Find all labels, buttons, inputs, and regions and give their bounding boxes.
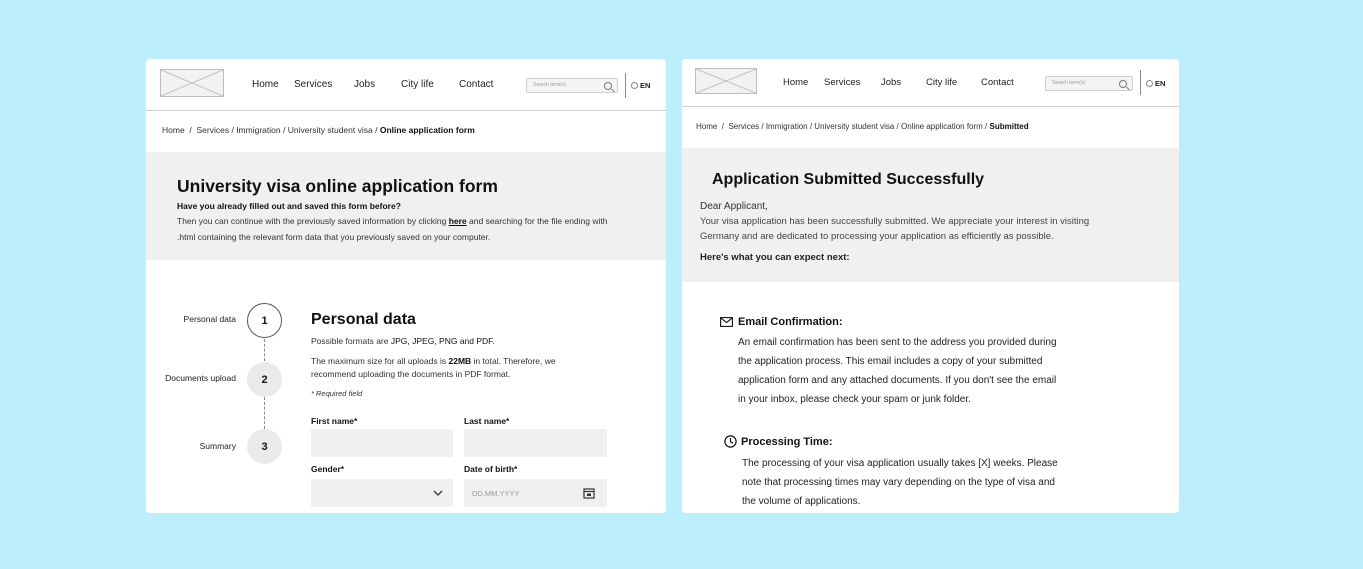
intro-line-1 bbox=[177, 216, 607, 226]
mail-icon bbox=[720, 317, 733, 327]
email-confirmation-title: Email Confirmation: bbox=[738, 316, 843, 328]
step-label-personal-data: Personal data bbox=[183, 314, 236, 324]
nav-services[interactable]: Services bbox=[294, 79, 333, 90]
breadcrumb-university-visa[interactable]: University student visa bbox=[814, 122, 895, 131]
email-line: application form and any attached documents. If you don't see the email bbox=[738, 375, 1057, 386]
nav-home[interactable]: Home bbox=[252, 79, 279, 90]
dob-placeholder: DD.MM.YYYY bbox=[472, 489, 520, 498]
maxsize-suffix: in total. Therefore, we bbox=[473, 356, 556, 366]
expect-next: Here's what you can expect next: bbox=[700, 252, 850, 263]
here-link[interactable]: here bbox=[448, 216, 467, 226]
breadcrumb-services[interactable]: Services bbox=[728, 122, 760, 131]
section-title: Personal data bbox=[311, 311, 416, 328]
site-header bbox=[682, 59, 1179, 107]
search-placeholder: Search term(s) bbox=[533, 82, 567, 88]
nav-jobs[interactable]: Jobs bbox=[354, 79, 376, 90]
step-connector bbox=[264, 339, 265, 361]
breadcrumb-current: Submitted bbox=[989, 122, 1029, 131]
nav-city-life[interactable]: City life bbox=[401, 79, 434, 90]
dob-input[interactable] bbox=[464, 479, 607, 507]
step-2-circle[interactable]: 2 bbox=[247, 362, 282, 397]
saved-form-question: Have you already filled out and saved this form before? bbox=[177, 201, 401, 211]
nav-home[interactable]: Home bbox=[783, 77, 809, 88]
logo-placeholder-icon[interactable] bbox=[160, 69, 224, 97]
header-divider bbox=[1140, 70, 1141, 95]
language-switcher[interactable] bbox=[1146, 79, 1165, 88]
breadcrumb-services[interactable]: Services bbox=[196, 125, 230, 135]
step-connector bbox=[264, 397, 265, 429]
email-line: in your inbox, please check your spam or junk folder. bbox=[738, 394, 971, 405]
required-note: * Required field bbox=[311, 389, 363, 398]
dob-label: Date of birth* bbox=[464, 464, 518, 474]
breadcrumb-current: Online application form bbox=[379, 125, 475, 135]
step-3-circle[interactable]: 3 bbox=[247, 429, 282, 464]
nav-contact[interactable]: Contact bbox=[459, 79, 494, 90]
processing-line: note that processing times may vary depending on the type of visa and bbox=[742, 477, 1055, 488]
maxsize-value: 22MB bbox=[448, 356, 472, 366]
email-line: the application process. This email includes a copy of your submitted bbox=[738, 356, 1043, 367]
greeting: Dear Applicant, bbox=[700, 201, 768, 212]
breadcrumb-immigration[interactable]: Immigration bbox=[765, 122, 808, 131]
application-form-screen bbox=[146, 59, 666, 513]
search-placeholder: Search term(s) bbox=[1052, 80, 1086, 86]
page-title: University visa online application form bbox=[177, 176, 498, 196]
language-switcher[interactable] bbox=[631, 81, 650, 90]
language-label: EN bbox=[1155, 79, 1166, 88]
email-line: An email confirmation has been sent to the address you provided during bbox=[738, 337, 1057, 348]
submission-success-screen bbox=[682, 59, 1179, 513]
breadcrumb: Home / Services / Immigration / University student visa / Online application form bbox=[162, 125, 475, 135]
processing-line: The processing of your visa application usually takes [X] weeks. Please bbox=[742, 458, 1058, 469]
chevron-down-icon bbox=[433, 489, 443, 497]
globe-icon bbox=[1146, 80, 1153, 87]
language-label: EN bbox=[640, 81, 651, 90]
calendar-icon[interactable] bbox=[583, 487, 595, 499]
processing-line: the volume of applications. bbox=[742, 496, 861, 507]
intro-line-2: Germany and are dedicated to processing your application as efficiently as possible. bbox=[700, 231, 1054, 242]
breadcrumb: Home / Services / Immigration / University student visa / Online application form / Submitted bbox=[696, 122, 1029, 131]
intro-text-before: Then you can continue with the previously saved information by clicking bbox=[177, 216, 447, 226]
formats-prefix: Possible formats are bbox=[311, 336, 389, 346]
breadcrumb-home[interactable]: Home bbox=[696, 122, 718, 131]
search-icon[interactable] bbox=[1119, 80, 1127, 88]
gender-label: Gender* bbox=[311, 464, 345, 474]
header-divider bbox=[625, 73, 626, 98]
step-1-circle[interactable]: 1 bbox=[247, 303, 282, 338]
nav-city-life[interactable]: City life bbox=[926, 77, 958, 88]
step-label-summary: Summary bbox=[199, 441, 236, 451]
last-name-input[interactable] bbox=[464, 429, 607, 457]
breadcrumb-immigration[interactable]: Immigration bbox=[236, 125, 281, 135]
breadcrumb-university-visa[interactable]: University student visa bbox=[287, 125, 373, 135]
breadcrumb-home[interactable]: Home bbox=[162, 125, 185, 135]
last-name-label: Last name* bbox=[464, 416, 510, 426]
first-name-label: First name* bbox=[311, 416, 358, 426]
page-title: Application Submitted Successfully bbox=[712, 171, 985, 188]
gender-select[interactable] bbox=[311, 479, 453, 507]
maxsize-note-line2: recommend uploading the documents in PDF format. bbox=[311, 369, 511, 379]
search-icon[interactable] bbox=[604, 82, 612, 90]
search-input[interactable] bbox=[1045, 76, 1133, 91]
first-name-input[interactable] bbox=[311, 429, 453, 457]
globe-icon bbox=[631, 82, 638, 89]
maxsize-prefix: The maximum size for all uploads is bbox=[311, 356, 447, 366]
intro-text-after: and searching for the file ending with bbox=[469, 216, 608, 226]
search-input[interactable] bbox=[526, 78, 618, 93]
nav-services[interactable]: Services bbox=[824, 77, 861, 88]
site-header bbox=[146, 59, 666, 111]
intro-line-1: Your visa application has been successfully submitted. We appreciate your interest in visiting bbox=[700, 216, 1090, 227]
clock-icon bbox=[724, 435, 737, 448]
breadcrumb-application-form[interactable]: Online application form bbox=[901, 122, 983, 131]
nav-jobs[interactable]: Jobs bbox=[881, 77, 902, 88]
intro-line-2: .html containing the relevant form data that you previously saved on your computer. bbox=[177, 232, 491, 242]
processing-time-title: Processing Time: bbox=[741, 436, 833, 448]
formats-value: JPG, JPEG, PNG and PDF. bbox=[390, 336, 495, 346]
formats-note bbox=[311, 336, 495, 346]
step-label-documents-upload: Documents upload bbox=[165, 373, 236, 383]
nav-contact[interactable]: Contact bbox=[981, 77, 1014, 88]
maxsize-note bbox=[311, 356, 556, 366]
logo-placeholder-icon[interactable] bbox=[695, 68, 757, 94]
